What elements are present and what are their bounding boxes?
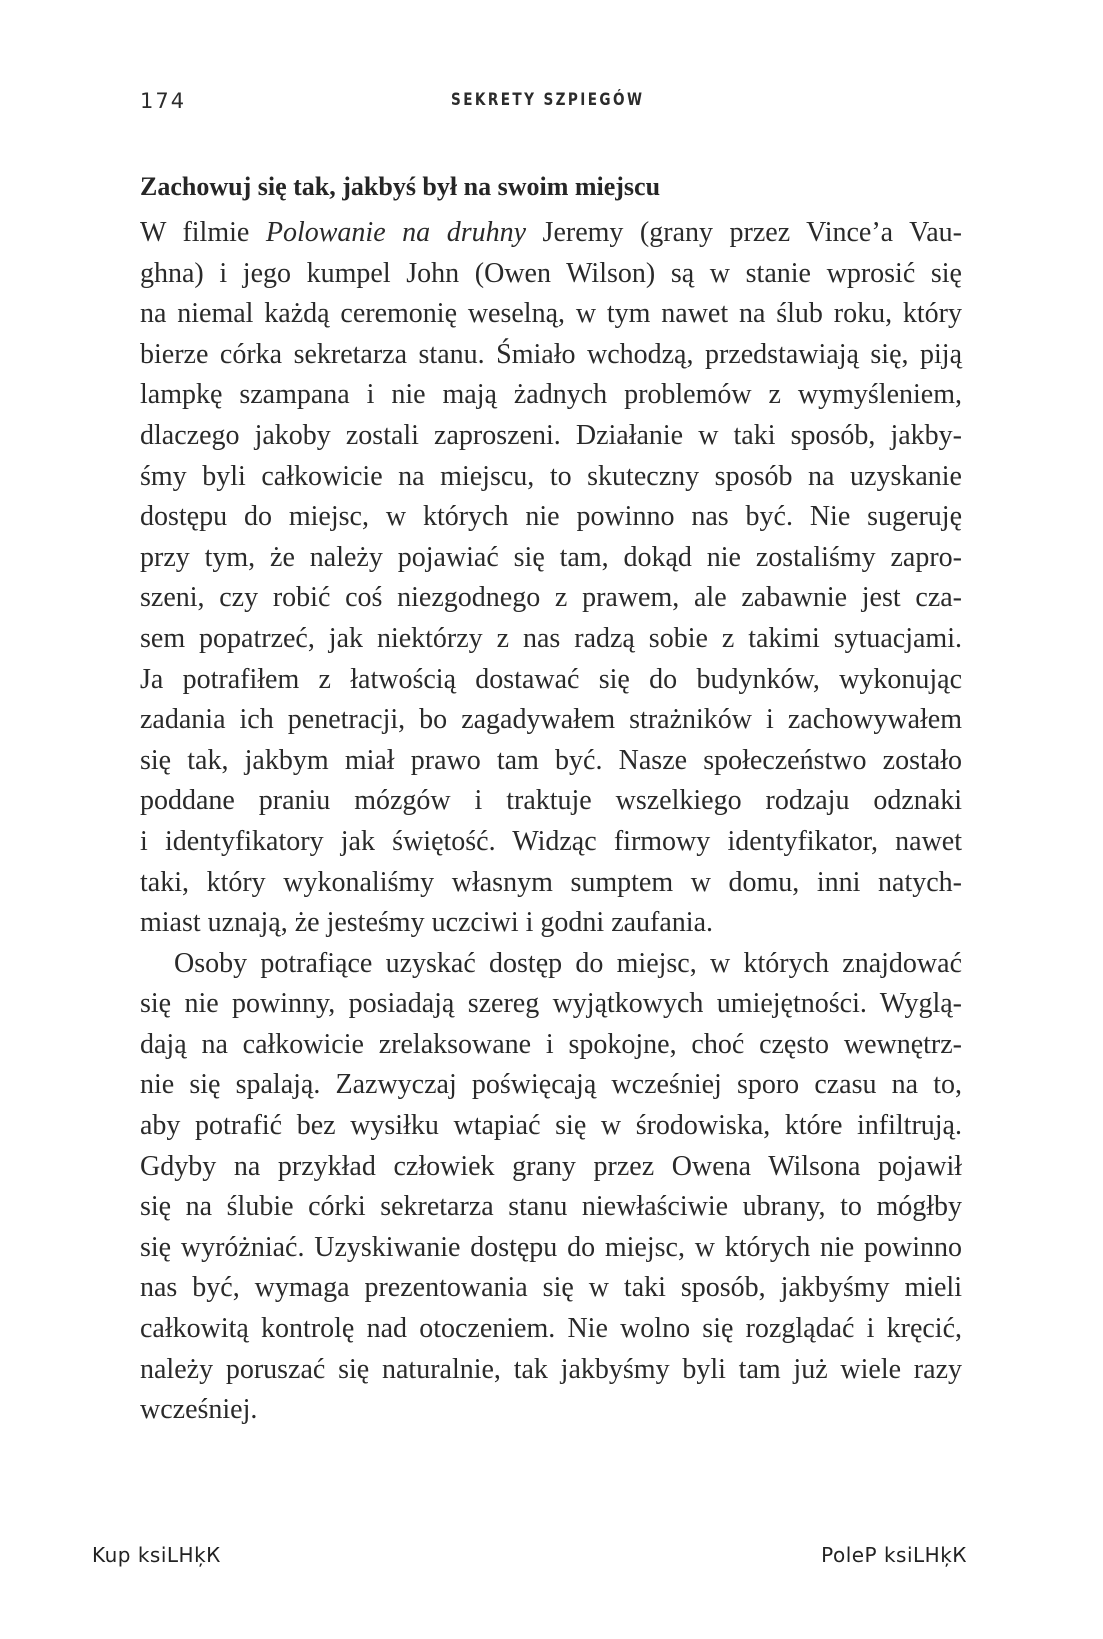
text-line: Gdyby na przykład człowiek grany przez Owena Wilsona pojawił [140,1150,962,1182]
running-head [0,89,1103,119]
text-line: dają na całkowicie zrelaksowane i spokojne, choć często wewnętrz- [140,1028,962,1060]
text-line: sem popatrzeć, jak niektórzy z nas radzą sobie z takimi sytuacjami. [140,622,962,654]
text-line: się tak, jakbym miał prawo tam być. Nasze społeczeństwo zostało [140,744,962,776]
text-line: Osoby potrafiące uzyskać dostęp do miejsc, w których znajdować [174,947,962,979]
running-title: SEKRETY SZPIEGÓW [451,90,645,110]
text-line: należy poruszać się naturalnie, tak jakbyśmy byli tam już wiele razy [140,1353,962,1385]
text-line: wcześniej. [140,1394,258,1426]
footer [0,1543,1103,1573]
text-line: się nie powinny, posiadają szereg wyjątkowych umiejętności. Wyglą- [140,988,962,1020]
text-line: szeni, czy robić coś niezgodnego z prawem, ale zabawnie jest cza- [140,582,962,614]
page-number: 174 [140,89,187,113]
text-line: bierze córka sekretarza stanu. Śmiało wchodzą, przedstawiają się, piją [140,338,962,370]
text-line: dostępu do miejsc, w których nie powinno nas być. Nie sugeruję [140,501,962,533]
text-line: Ja potrafiłem z łatwością dostawać się do budynków, wykonując [140,663,962,695]
text-line: aby potrafić bez wysiłku wtapiać się w środowiska, które infiltrują. [140,1110,962,1142]
film-title: Polowanie na druhny [265,217,527,248]
text-line: przy tym, że należy pojawiać się tam, dokąd nie zostaliśmy zapro- [140,541,962,573]
text-segment: W filmie [140,217,266,248]
text-line: poddane praniu mózgów i traktuje wszelkiego rodzaju odznaki [140,785,962,817]
text-line: się wyróżniać. Uzyskiwanie dostępu do miejsc, w których nie powinno [140,1231,962,1263]
text-line: lampkę szampana i nie mają żadnych problemów z wymyśleniem, [140,379,962,411]
text-line: na niemal każdą ceremonię weselną, w tym nawet na ślub roku, który [140,298,962,330]
text-line: i identyfikatory jak świętość. Widząc firmowy identyfikator, nawet [140,825,962,857]
section-heading: Zachowuj się tak, jakbyś był na swoim miejscu [140,172,661,201]
text-line: się na ślubie córki sekretarza stanu niewłaściwie ubrany, to mógłby [140,1191,962,1223]
text-line: taki, który wykonaliśmy własnym sumptem w domu, inni natych- [140,866,962,898]
text-line: całkowitą kontrolę nad otoczeniem. Nie wolno się rozglądać i kręcić, [140,1313,962,1345]
body-text [140,213,962,1431]
text-line: nas być, wymaga prezentowania się w taki sposób, jakbyśmy mieli [140,1272,962,1304]
text-segment: Jeremy (grany przez Vince’a Vau- [526,217,962,248]
text-line: nie się spalają. Zazwyczaj poświęcają wcześniej sporo czasu na to, [140,1069,962,1101]
buy-book-link[interactable]: Kup ksiLНķК [92,1543,221,1567]
paragraph-1 [140,213,962,944]
text-line: zadania ich penetracji, bo zagadywałem strażników i zachowywałem [140,704,962,736]
recommend-book-link[interactable]: PoleP ksiLНķК [821,1543,967,1567]
text-line: dlaczego jakoby zostali zaproszeni. Działanie w taki sposób, jakby- [140,419,962,451]
text-line [140,213,962,254]
paragraph-2 [140,944,962,1431]
text-line: ghna) i jego kumpel John (Owen Wilson) są w stanie wprosić się [140,257,962,289]
text-line: śmy byli całkowicie na miejscu, to skuteczny sposób na uzyskanie [140,460,962,492]
text-line: miast uznają, że jesteśmy uczciwi i godni zaufania. [140,907,714,939]
